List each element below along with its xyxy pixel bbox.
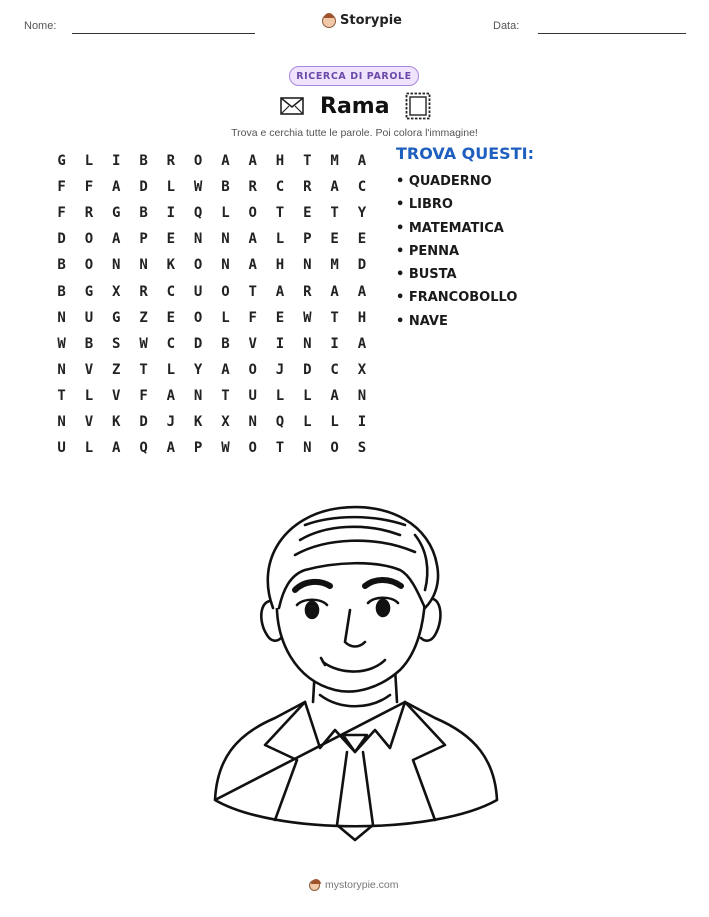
grid-letter[interactable]: Y	[357, 205, 367, 222]
grid-letter[interactable]: T	[275, 205, 285, 222]
grid-letter[interactable]: D	[193, 335, 203, 352]
grid-letter[interactable]: A	[330, 283, 339, 300]
grid-letter[interactable]: W	[139, 335, 148, 352]
grid-letter[interactable]: H	[357, 309, 367, 326]
stamp-icon	[405, 92, 431, 120]
grid-letter[interactable]: G	[112, 309, 121, 326]
grid-letter[interactable]: L	[221, 205, 230, 222]
grid-letter[interactable]: A	[330, 387, 339, 404]
grid-letter[interactable]: P	[303, 231, 312, 248]
grid-letter[interactable]: S	[357, 440, 367, 457]
grid-letter[interactable]: B	[84, 335, 94, 352]
grid-letter[interactable]: A	[357, 283, 367, 300]
envelope-icon	[280, 97, 304, 115]
grid-letter[interactable]: V	[84, 361, 94, 378]
grid-letter[interactable]: A	[112, 179, 121, 196]
brand-name: Storypie	[340, 13, 402, 28]
grid-letter[interactable]: L	[303, 387, 312, 404]
word-list-item: • QUADERNO	[396, 174, 492, 189]
grid-letter[interactable]: F	[139, 387, 148, 404]
grid-letter[interactable]: O	[193, 153, 203, 170]
word-search-grid	[48, 148, 376, 461]
grid-letter[interactable]: N	[357, 387, 367, 404]
word-list-item: • NAVE	[396, 313, 448, 329]
grid-letter[interactable]: U	[193, 283, 203, 300]
grid-letter[interactable]: D	[303, 361, 312, 378]
grid-letter[interactable]: T	[221, 387, 230, 404]
grid-letter[interactable]: Q	[275, 413, 285, 430]
grid-letter[interactable]: O	[248, 361, 257, 378]
grid-letter[interactable]: J	[275, 361, 285, 378]
grid-letter[interactable]: X	[357, 361, 367, 378]
grid-letter[interactable]: B	[221, 179, 230, 196]
grid-letter[interactable]: T	[248, 283, 257, 300]
grid-letter[interactable]: D	[139, 179, 148, 196]
grid-letter[interactable]: T	[330, 309, 339, 326]
grid-letter[interactable]: N	[57, 413, 66, 430]
word-list-title: TROVA QUESTI:	[396, 144, 534, 163]
grid-letter[interactable]: P	[139, 231, 148, 248]
grid-letter[interactable]: L	[84, 440, 94, 457]
grid-letter[interactable]: I	[166, 205, 176, 222]
grid-letter[interactable]: O	[84, 231, 94, 248]
grid-letter[interactable]: R	[303, 179, 312, 196]
grid-letter[interactable]: X	[221, 413, 230, 430]
grid-letter[interactable]: O	[84, 257, 94, 274]
grid-letter[interactable]: T	[275, 440, 285, 457]
grid-letter[interactable]: L	[275, 231, 285, 248]
activity-badge: RICERCA DI PAROLE	[289, 66, 419, 86]
word-list-item: • LIBRO	[396, 197, 453, 213]
word-list-item: • PENNA	[396, 243, 460, 259]
date-line[interactable]	[538, 33, 686, 34]
grid-letter[interactable]: C	[166, 335, 176, 352]
grid-letter[interactable]: A	[112, 231, 121, 248]
footer	[309, 879, 399, 891]
grid-letter[interactable]: O	[248, 205, 257, 222]
grid-letter[interactable]: B	[57, 257, 66, 274]
grid-letter[interactable]: T	[57, 387, 66, 404]
grid-letter[interactable]: W	[303, 309, 312, 326]
grid-letter[interactable]: N	[139, 257, 148, 274]
grid-letter[interactable]: L	[84, 153, 94, 170]
grid-letter[interactable]: K	[166, 257, 176, 274]
grid-letter[interactable]: W	[57, 335, 66, 352]
grid-letter[interactable]: A	[357, 153, 367, 170]
storypie-logo-icon	[322, 14, 336, 28]
grid-letter[interactable]: A	[221, 361, 230, 378]
grid-letter[interactable]: E	[330, 231, 339, 248]
grid-letter[interactable]: A	[221, 153, 230, 170]
grid-letter[interactable]: V	[248, 335, 257, 352]
grid-letter[interactable]: B	[139, 153, 148, 170]
grid-letter[interactable]: U	[57, 440, 66, 457]
brand-logo	[322, 13, 402, 28]
grid-letter[interactable]: R	[166, 153, 176, 170]
man-in-suit-illustration	[205, 490, 505, 850]
grid-letter[interactable]: A	[330, 179, 339, 196]
grid-letter[interactable]: O	[193, 309, 203, 326]
grid-letter[interactable]: D	[357, 257, 367, 274]
grid-letter[interactable]: W	[221, 440, 230, 457]
word-list-item: • BUSTA	[396, 267, 457, 283]
grid-letter[interactable]: L	[330, 413, 339, 430]
grid-letter[interactable]: E	[166, 231, 176, 248]
name-label: Nome:	[24, 20, 57, 32]
word-list-item: • FRANCOBOLLO	[396, 290, 518, 306]
storypie-logo-icon	[309, 880, 320, 891]
grid-letter[interactable]: F	[57, 205, 66, 222]
grid-letter[interactable]: Z	[112, 361, 121, 378]
grid-letter[interactable]: T	[139, 361, 148, 378]
grid-letter[interactable]: K	[193, 413, 203, 430]
word-list	[396, 170, 517, 333]
grid-letter[interactable]: A	[166, 387, 176, 404]
grid-letter[interactable]: G	[57, 153, 66, 170]
grid-letter[interactable]: N	[57, 361, 66, 378]
grid-letter[interactable]: M	[330, 257, 339, 274]
grid-letter[interactable]: N	[221, 231, 230, 248]
grid-letter[interactable]: O	[330, 440, 339, 457]
grid-letter[interactable]: K	[112, 413, 121, 430]
grid-letter[interactable]: B	[57, 283, 66, 300]
grid-letter[interactable]: A	[248, 231, 257, 248]
grid-letter[interactable]: N	[248, 413, 257, 430]
grid-letter[interactable]: L	[303, 413, 312, 430]
grid-letter[interactable]: C	[330, 361, 339, 378]
grid-letter[interactable]: R	[84, 205, 94, 222]
grid-letter[interactable]: E	[166, 309, 176, 326]
grid-letter[interactable]: N	[57, 309, 66, 326]
grid-letter[interactable]: U	[84, 309, 94, 326]
grid-letter[interactable]: T	[303, 153, 312, 170]
grid-letter[interactable]: N	[303, 257, 312, 274]
instructions: Trova e cerchia tutte le parole. Poi colora l'immagine!	[231, 127, 478, 139]
grid-letter[interactable]: E	[275, 309, 285, 326]
grid-letter[interactable]: A	[166, 440, 176, 457]
grid-letter[interactable]: J	[166, 413, 176, 430]
grid-letter[interactable]: A	[357, 335, 367, 352]
grid-letter[interactable]: C	[275, 179, 285, 196]
grid-letter[interactable]: N	[303, 440, 312, 457]
grid-letter[interactable]: P	[193, 440, 203, 457]
grid-letter[interactable]: O	[193, 257, 203, 274]
grid-letter[interactable]: F	[84, 179, 94, 196]
grid-letter[interactable]: Y	[193, 361, 203, 378]
word-list-item: • MATEMATICA	[396, 220, 504, 236]
grid-letter[interactable]: X	[112, 283, 121, 300]
grid-letter[interactable]: W	[193, 179, 203, 196]
grid-letter[interactable]: A	[112, 440, 121, 457]
grid-letter[interactable]: O	[248, 440, 257, 457]
grid-letter[interactable]: N	[303, 335, 312, 352]
grid-letter[interactable]: U	[248, 387, 257, 404]
grid-letter[interactable]: H	[275, 153, 285, 170]
grid-letter[interactable]: R	[303, 283, 312, 300]
grid-letter[interactable]: G	[84, 283, 94, 300]
grid-letter[interactable]: D	[139, 413, 148, 430]
grid-letter[interactable]: I	[112, 153, 121, 170]
grid-letter[interactable]: L	[166, 179, 176, 196]
grid-letter[interactable]: E	[357, 231, 367, 248]
grid-letter[interactable]: Q	[193, 205, 203, 222]
footer-url[interactable]: mystorypie.com	[325, 879, 399, 891]
grid-letter[interactable]: O	[221, 283, 230, 300]
grid-letter[interactable]: I	[357, 413, 367, 430]
grid-letter[interactable]: S	[112, 335, 121, 352]
grid-letter[interactable]: N	[221, 257, 230, 274]
grid-letter[interactable]: C	[357, 179, 367, 196]
grid-letter[interactable]: G	[112, 205, 121, 222]
grid-letter[interactable]: R	[248, 179, 257, 196]
grid-letter[interactable]: L	[221, 309, 230, 326]
grid-letter[interactable]: A	[275, 283, 285, 300]
grid-letter[interactable]: N	[193, 231, 203, 248]
grid-letter[interactable]: I	[330, 335, 339, 352]
grid-letter[interactable]: L	[275, 387, 285, 404]
page-title: Rama	[320, 94, 390, 119]
grid-letter[interactable]: D	[57, 231, 66, 248]
grid-letter[interactable]: H	[275, 257, 285, 274]
grid-letter[interactable]: B	[139, 205, 148, 222]
grid-letter[interactable]: Z	[139, 309, 148, 326]
grid-letter[interactable]: V	[112, 387, 121, 404]
grid-letter[interactable]: I	[275, 335, 285, 352]
grid-letter[interactable]: L	[166, 361, 176, 378]
grid-letter[interactable]: F	[57, 179, 66, 196]
grid-letter[interactable]: A	[248, 257, 257, 274]
name-line[interactable]	[72, 33, 255, 34]
grid-letter[interactable]: C	[166, 283, 176, 300]
grid-letter[interactable]: T	[330, 205, 339, 222]
grid-letter[interactable]: B	[221, 335, 230, 352]
date-label: Data:	[493, 20, 520, 32]
grid-letter[interactable]: F	[248, 309, 257, 326]
grid-letter[interactable]: R	[139, 283, 148, 300]
grid-letter[interactable]: M	[330, 153, 339, 170]
grid-letter[interactable]: L	[84, 387, 94, 404]
grid-letter[interactable]: N	[193, 387, 203, 404]
grid-letter[interactable]: V	[84, 413, 94, 430]
grid-letter[interactable]: Q	[139, 440, 148, 457]
grid-letter[interactable]: E	[303, 205, 312, 222]
grid-letter[interactable]: N	[112, 257, 121, 274]
title-row	[0, 92, 709, 124]
grid-letter[interactable]: A	[248, 153, 257, 170]
